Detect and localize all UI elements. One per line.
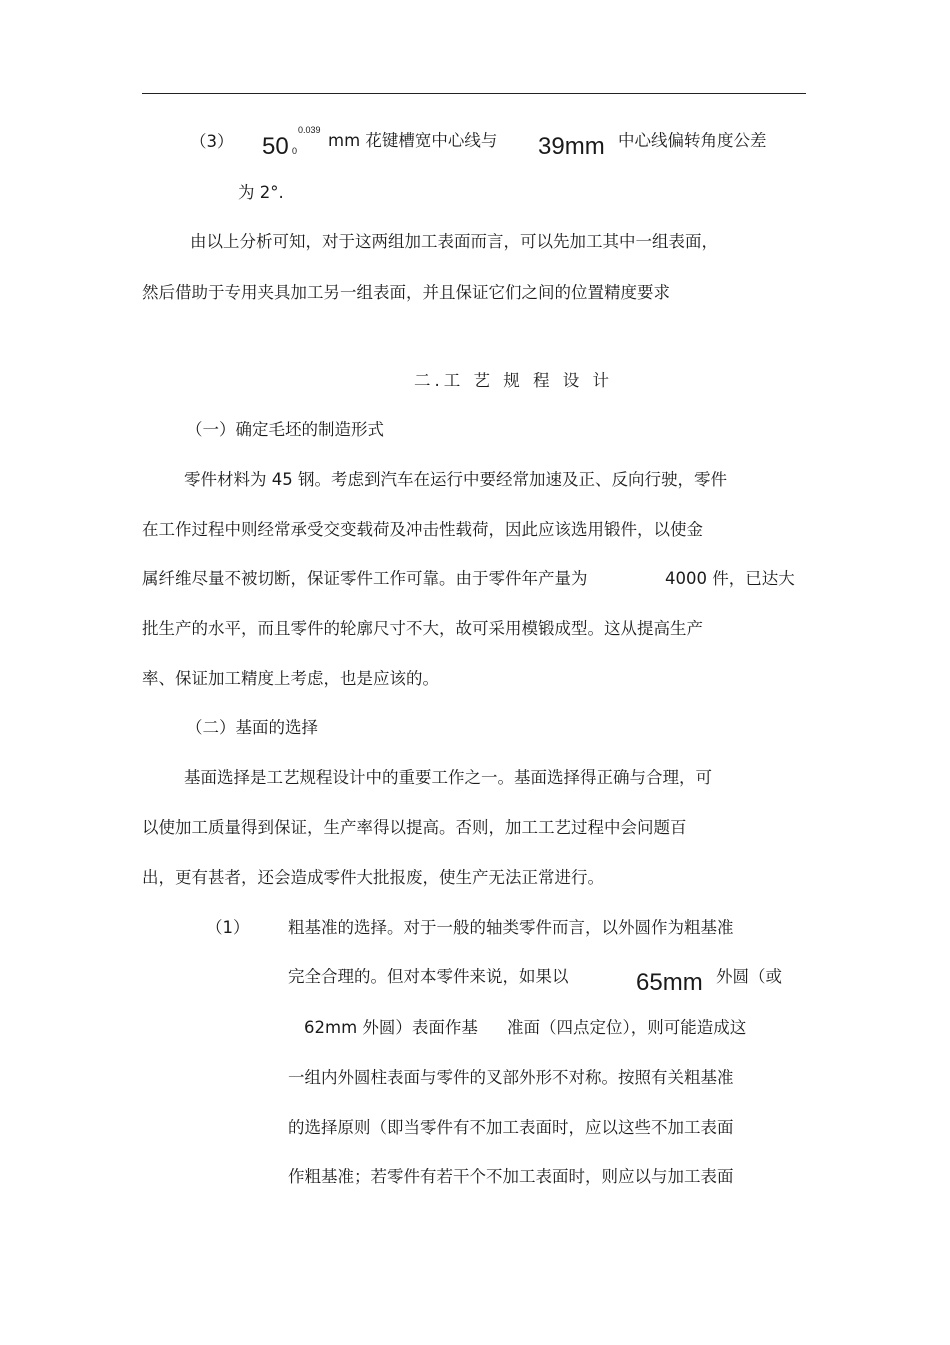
item1-line-3a: 62mm 外圆）表面作基 — [304, 1018, 478, 1037]
item3-tolerance-lower: 0 — [292, 146, 298, 156]
item1-line-1: 粗基准的选择。对于一般的轴类零件而言，以外圆作为粗基准 — [288, 918, 734, 937]
subsection-2-title: （二）基面的选择 — [186, 718, 318, 737]
section-title: 二.工 艺 规 程 设 计 — [414, 371, 613, 390]
item3-number: （3） — [190, 132, 234, 151]
item3-dimension-50: 50 — [262, 133, 289, 160]
sub1-line-5: 率、保证加工精度上考虑，也是应该的。 — [142, 669, 439, 688]
sub1-line-4: 批生产的水平，而且零件的轮廓尺寸不大，故可采用模锻成型。这从提高生产 — [142, 619, 703, 638]
header-rule — [142, 93, 806, 94]
item3-dimension-39: 39mm — [538, 133, 605, 160]
item3-tolerance-upper: 0.039 — [298, 125, 321, 135]
sub1-line-2: 在工作过程中则经常承受交变载荷及冲击性载荷，因此应该选用锻件，以使金 — [142, 520, 703, 539]
summary-line-2: 然后借助于专用夹具加工另一组表面，并且保证它们之间的位置精度要求 — [142, 283, 670, 302]
subsection-1-title: （一）确定毛坯的制造形式 — [186, 420, 384, 439]
summary-line-1: 由以上分析可知，对于这两组加工表面而言，可以先加工其中一组表面， — [190, 232, 718, 251]
item1-line-5: 的选择原则（即当零件有不加工表面时，应以这些不加工表面 — [288, 1118, 734, 1137]
item3-continuation: 为 2°. — [238, 183, 284, 202]
sub2-line-1: 基面选择是工艺规程设计中的重要工作之一。基面选择得正确与合理，可 — [184, 768, 712, 787]
sub2-line-2: 以使加工质量得到保证，生产率得以提高。否则，加工工艺过程中会问题百 — [142, 818, 687, 837]
item1-line-2a: 完全合理的。但对本零件来说，如果以 — [288, 967, 569, 986]
sub1-line-1: 零件材料为 45 钢。考虑到汽车在运行中要经常加速及正、反向行驶，零件 — [184, 470, 727, 489]
item1-line-3b: 准面（四点定位），则可能造成这 — [507, 1018, 747, 1037]
item3-text-1: mm 花键槽宽中心线与 — [328, 131, 498, 150]
sub1-line-3-end: 4000 件，已达大 — [665, 569, 795, 588]
item1-line-6: 作粗基准；若零件有若干个不加工表面时，则应以与加工表面 — [288, 1167, 734, 1186]
item1-number: （1） — [206, 918, 250, 937]
item1-dimension-65: 65mm — [636, 969, 703, 996]
item1-line-4: 一组内外圆柱表面与零件的叉部外形不对称。按照有关粗基准 — [288, 1068, 734, 1087]
item3-text-2: 中心线偏转角度公差 — [618, 131, 767, 150]
sub1-line-3: 属纤维尽量不被切断，保证零件工作可靠。由于零件年产量为 — [142, 569, 588, 588]
sub2-line-3: 出，更有甚者，还会造成零件大批报废，使生产无法正常进行。 — [142, 868, 604, 887]
item1-line-2b: 外圆（或 — [716, 967, 782, 986]
